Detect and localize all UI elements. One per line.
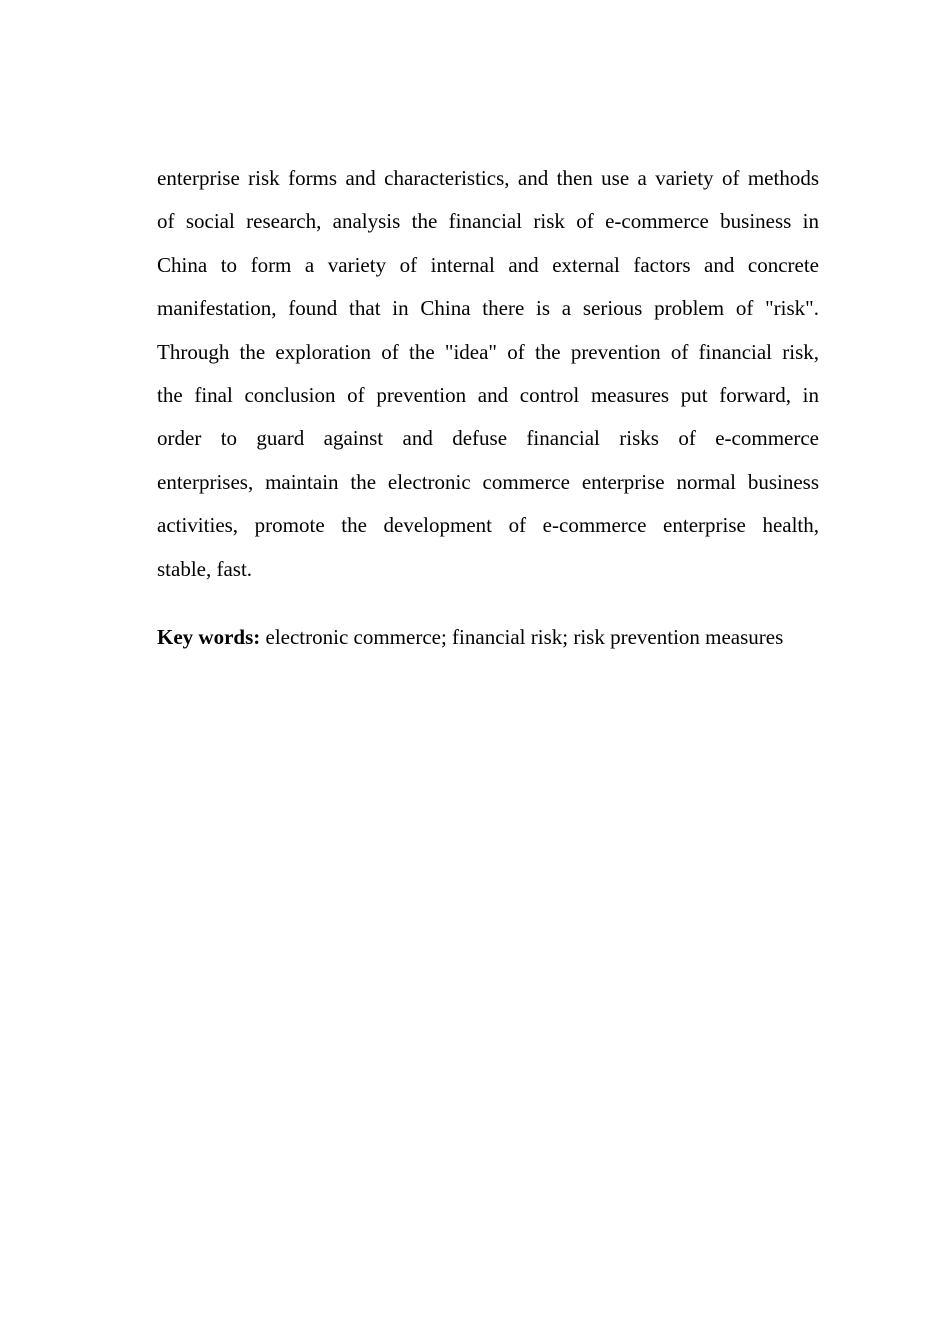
abstract-line: manifestation, found that in China there is a serious problem of "risk". [157, 296, 819, 321]
keywords-line [157, 616, 857, 659]
keywords-text: electronic commerce; financial risk; risk prevention measures [265, 625, 784, 649]
abstract-line: enterprise risk forms and characteristics, and then use a variety of methods [157, 166, 819, 190]
abstract-paragraph [157, 157, 819, 591]
keywords-label: Key words: [157, 625, 261, 649]
abstract-line: of social research, analysis the financial risk of e-commerce business in [157, 209, 819, 234]
abstract-line: China to form a variety of internal and external factors and concrete [157, 252, 819, 277]
abstract-line: Through the exploration of the "idea" of the prevention of financial risk, [157, 339, 819, 364]
abstract-line: enterprises, maintain the electronic commerce enterprise normal business [157, 469, 819, 494]
abstract-line: stable, fast. [157, 556, 253, 581]
abstract-line: activities, promote the development of e-commerce enterprise health, [157, 513, 819, 538]
abstract-line: the final conclusion of prevention and control measures put forward, in [157, 382, 819, 407]
abstract-line: order to guard against and defuse financial risks of e-commerce [157, 426, 819, 451]
